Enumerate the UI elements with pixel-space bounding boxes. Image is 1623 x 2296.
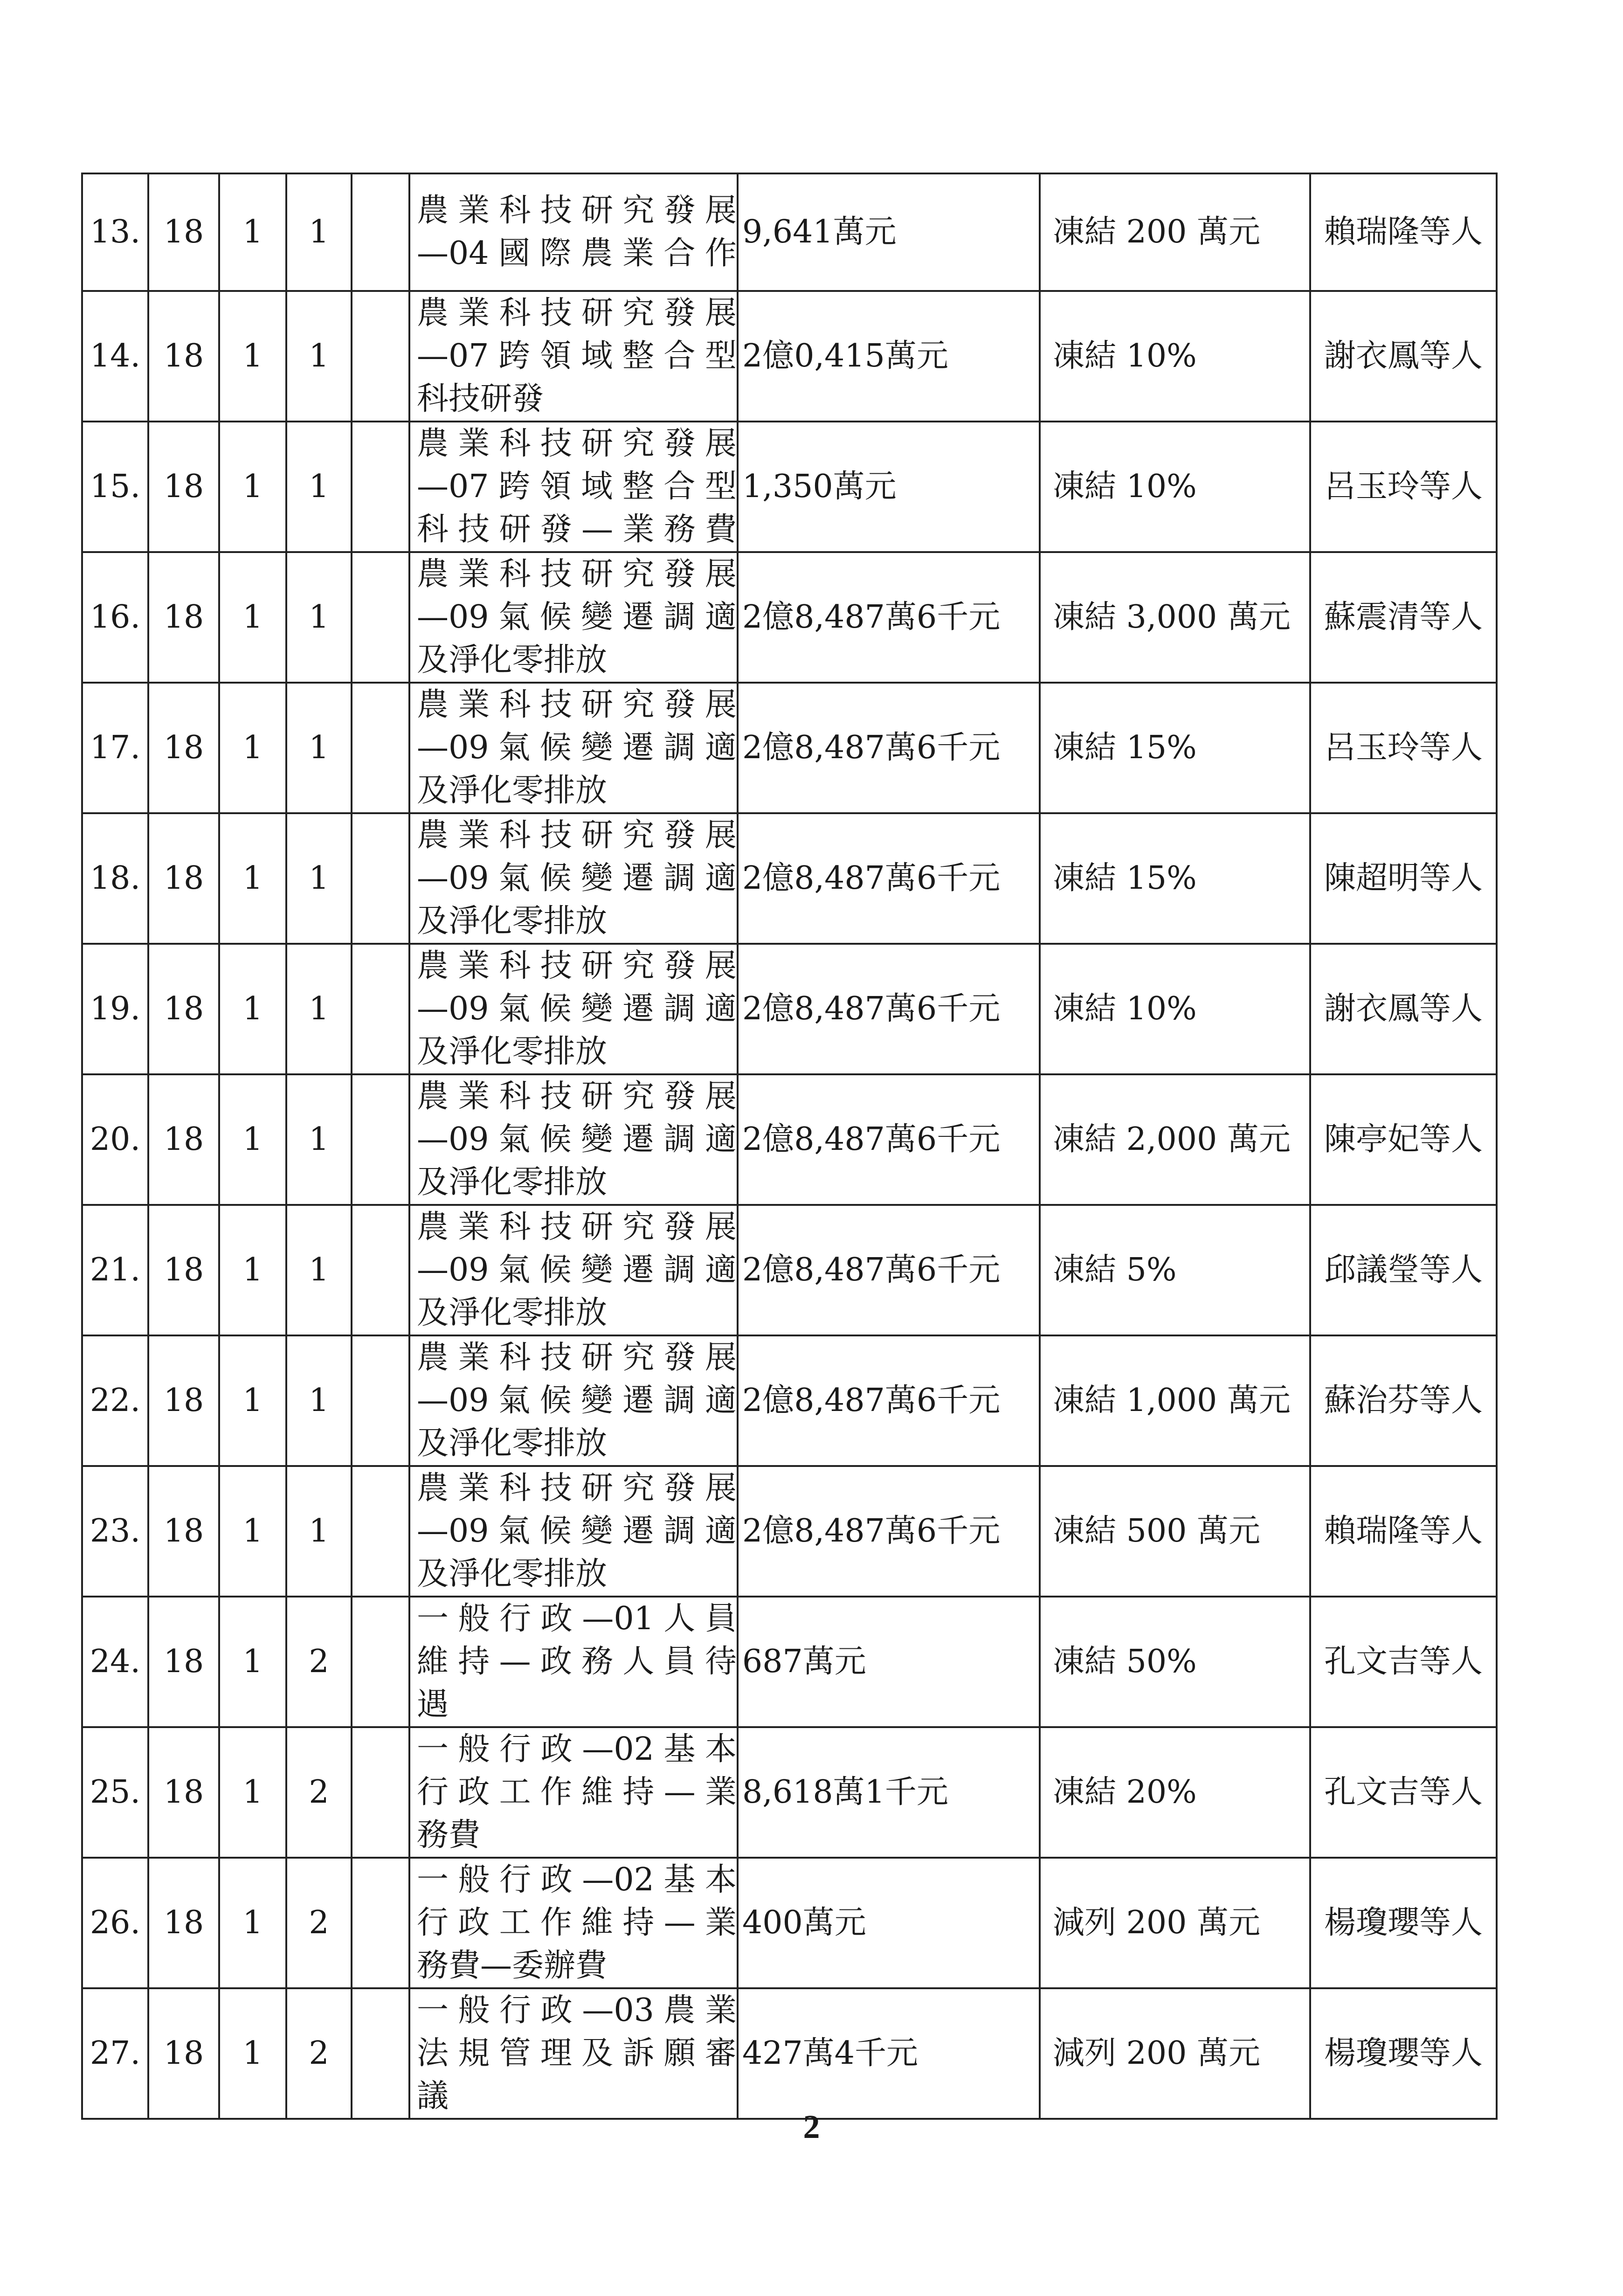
row-number-cell: 20.: [82, 1074, 148, 1205]
amount-cell: 2億8,487萬6千元: [738, 1074, 1040, 1205]
proposer-cell: 謝衣鳳等人: [1310, 944, 1497, 1074]
code-cell-2: 1: [219, 1858, 286, 1988]
amount-cell: 2億8,487萬6千元: [738, 813, 1040, 944]
proposer-cell: 陳超明等人: [1310, 813, 1497, 944]
budget-item-line: 農業科技研究發展: [417, 1339, 737, 1376]
budget-item-line: 及淨化零排放: [417, 642, 608, 678]
budget-item-line: —09氣候變遷調適: [417, 860, 737, 897]
action-cell: 凍結 20%: [1040, 1727, 1310, 1858]
code-cell-3: 1: [286, 1074, 352, 1205]
table-row: [82, 1597, 1497, 1727]
action-cell: 凍結 500 萬元: [1040, 1466, 1310, 1597]
code-cell-3: 1: [286, 1205, 352, 1335]
action-cell: 減列 200 萬元: [1040, 1858, 1310, 1988]
budget-item-line: 法規管理及訴願審: [417, 2035, 737, 2072]
table-row: [82, 1466, 1497, 1597]
budget-item-line: 一般行政—01人員: [417, 1600, 737, 1637]
code-cell-3: 1: [286, 173, 352, 291]
budget-item-line: 一般行政—03農業: [417, 1992, 737, 2029]
budget-item-line: 及淨化零排放: [417, 1033, 608, 1070]
budget-item-line: 一般行政—02基本: [417, 1861, 737, 1898]
table-row: [82, 944, 1497, 1074]
action-cell: 凍結 2,000 萬元: [1040, 1074, 1310, 1205]
proposer-cell: 楊瓊瓔等人: [1310, 1858, 1497, 1988]
budget-item-line: 務費—委辦費: [417, 1947, 608, 1984]
row-number-cell: 22.: [82, 1335, 148, 1466]
action-cell: 凍結 3,000 萬元: [1040, 552, 1310, 683]
code-cell-2: 1: [219, 1597, 286, 1727]
code-cell-4: [352, 1727, 409, 1858]
budget-proposal-table: [81, 173, 1496, 2120]
proposer-cell: 邱議瑩等人: [1310, 1205, 1497, 1335]
code-cell-4: [352, 813, 409, 944]
budget-item-cell: [409, 1858, 738, 1988]
budget-item-cell: [409, 944, 738, 1074]
action-cell: 凍結 15%: [1040, 813, 1310, 944]
amount-cell: 2億8,487萬6千元: [738, 552, 1040, 683]
amount-cell: 2億8,487萬6千元: [738, 1205, 1040, 1335]
row-number-cell: 24.: [82, 1597, 148, 1727]
code-cell-3: 1: [286, 683, 352, 813]
budget-item-line: 農業科技研究發展: [417, 295, 737, 332]
action-cell: 凍結 50%: [1040, 1597, 1310, 1727]
budget-item-line: 農業科技研究發展: [417, 686, 737, 723]
code-cell-2: 1: [219, 1466, 286, 1597]
action-cell: 凍結 200 萬元: [1040, 173, 1310, 291]
code-cell-1: 18: [148, 552, 219, 683]
code-cell-2: 1: [219, 1335, 286, 1466]
table-row: [82, 1858, 1497, 1988]
budget-item-line: 及淨化零排放: [417, 1164, 608, 1201]
code-cell-3: 1: [286, 291, 352, 422]
proposer-cell: 蘇震清等人: [1310, 552, 1497, 683]
table-row: [82, 1335, 1497, 1466]
budget-item-line: 及淨化零排放: [417, 903, 608, 940]
code-cell-4: [352, 173, 409, 291]
code-cell-2: 1: [219, 683, 286, 813]
code-cell-4: [352, 1074, 409, 1205]
row-number-cell: 13.: [82, 173, 148, 291]
code-cell-4: [352, 944, 409, 1074]
budget-item-line: 農業科技研究發展: [417, 947, 737, 984]
code-cell-4: [352, 683, 409, 813]
amount-cell: 8,618萬1千元: [738, 1727, 1040, 1858]
budget-item-line: 農業科技研究發展: [417, 425, 737, 462]
code-cell-2: 1: [219, 552, 286, 683]
code-cell-3: 2: [286, 1988, 352, 2119]
budget-item-line: —07跨領域整合型: [417, 468, 737, 505]
amount-cell: 427萬4千元: [738, 1988, 1040, 2119]
budget-item-line: —09氣候變遷調適: [417, 1513, 737, 1549]
code-cell-4: [352, 1597, 409, 1727]
table-row: [82, 1727, 1497, 1858]
code-cell-3: 2: [286, 1858, 352, 1988]
code-cell-2: 1: [219, 422, 286, 552]
proposer-cell: 孔文吉等人: [1310, 1597, 1497, 1727]
budget-item-cell: [409, 1205, 738, 1335]
proposer-cell: 謝衣鳳等人: [1310, 291, 1497, 422]
code-cell-1: 18: [148, 422, 219, 552]
budget-item-line: 一般行政—02基本: [417, 1731, 737, 1768]
proposer-cell: 陳亭妃等人: [1310, 1074, 1497, 1205]
action-cell: 凍結 10%: [1040, 944, 1310, 1074]
code-cell-1: 18: [148, 1074, 219, 1205]
amount-cell: 2億8,487萬6千元: [738, 1335, 1040, 1466]
table-row: [82, 813, 1497, 944]
row-number-cell: 15.: [82, 422, 148, 552]
budget-item-cell: [409, 552, 738, 683]
amount-cell: 687萬元: [738, 1597, 1040, 1727]
amount-cell: 1,350萬元: [738, 422, 1040, 552]
budget-item-line: 農業科技研究發展: [417, 1209, 737, 1245]
row-number-cell: 27.: [82, 1988, 148, 2119]
code-cell-1: 18: [148, 944, 219, 1074]
budget-item-line: —09氣候變遷調適: [417, 599, 737, 636]
amount-cell: 400萬元: [738, 1858, 1040, 1988]
budget-item-line: 行政工作維持—業: [417, 1904, 737, 1941]
budget-item-cell: [409, 813, 738, 944]
budget-item-line: 農業科技研究發展: [417, 1470, 737, 1507]
budget-item-line: 務費: [417, 1817, 481, 1853]
proposer-cell: 蘇治芬等人: [1310, 1335, 1497, 1466]
budget-item-line: 科技研發—業務費: [417, 511, 737, 548]
code-cell-2: 1: [219, 173, 286, 291]
table-row: [82, 552, 1497, 683]
row-number-cell: 19.: [82, 944, 148, 1074]
budget-item-cell: [409, 683, 738, 813]
amount-cell: 2億8,487萬6千元: [738, 683, 1040, 813]
code-cell-1: 18: [148, 683, 219, 813]
code-cell-3: 1: [286, 1466, 352, 1597]
budget-item-line: 議: [417, 2078, 449, 2115]
code-cell-2: 1: [219, 291, 286, 422]
amount-cell: 2億8,487萬6千元: [738, 1466, 1040, 1597]
budget-item-line: —09氣候變遷調適: [417, 1252, 737, 1288]
row-number-cell: 23.: [82, 1466, 148, 1597]
action-cell: 凍結 15%: [1040, 683, 1310, 813]
budget-item-cell: [409, 1727, 738, 1858]
code-cell-4: [352, 1205, 409, 1335]
code-cell-1: 18: [148, 1466, 219, 1597]
amount-cell: 2億8,487萬6千元: [738, 944, 1040, 1074]
row-number-cell: 18.: [82, 813, 148, 944]
code-cell-2: 1: [219, 1988, 286, 2119]
budget-item-cell: [409, 1074, 738, 1205]
budget-item-line: 維持—政務人員待: [417, 1643, 737, 1680]
code-cell-2: 1: [219, 1205, 286, 1335]
code-cell-2: 1: [219, 944, 286, 1074]
budget-item-cell: [409, 1466, 738, 1597]
row-number-cell: 21.: [82, 1205, 148, 1335]
row-number-cell: 25.: [82, 1727, 148, 1858]
budget-item-line: —09氣候變遷調適: [417, 1121, 737, 1158]
amount-cell: 9,641萬元: [738, 173, 1040, 291]
code-cell-1: 18: [148, 173, 219, 291]
budget-item-line: —09氣候變遷調適: [417, 729, 737, 766]
table-row: [82, 1205, 1497, 1335]
budget-item-cell: [409, 1335, 738, 1466]
code-cell-4: [352, 1466, 409, 1597]
code-cell-4: [352, 422, 409, 552]
budget-item-line: 及淨化零排放: [417, 772, 608, 809]
proposer-cell: 孔文吉等人: [1310, 1727, 1497, 1858]
budget-item-line: 科技研發: [417, 380, 544, 417]
table-row: [82, 422, 1497, 552]
code-cell-1: 18: [148, 1205, 219, 1335]
code-cell-4: [352, 1335, 409, 1466]
proposer-cell: 賴瑞隆等人: [1310, 173, 1497, 291]
code-cell-2: 1: [219, 813, 286, 944]
budget-item-line: 遇: [417, 1686, 449, 1723]
code-cell-4: [352, 291, 409, 422]
row-number-cell: 16.: [82, 552, 148, 683]
table-row: [82, 1988, 1497, 2119]
budget-item-cell: [409, 1988, 738, 2119]
action-cell: 凍結 5%: [1040, 1205, 1310, 1335]
budget-item-line: 農業科技研究發展: [417, 192, 737, 229]
code-cell-3: 1: [286, 813, 352, 944]
code-cell-3: 1: [286, 552, 352, 683]
code-cell-1: 18: [148, 291, 219, 422]
action-cell: 凍結 10%: [1040, 422, 1310, 552]
budget-item-cell: [409, 422, 738, 552]
proposer-cell: 呂玉玲等人: [1310, 683, 1497, 813]
code-cell-1: 18: [148, 1988, 219, 2119]
budget-item-line: 農業科技研究發展: [417, 817, 737, 854]
table-body: [82, 173, 1497, 2119]
budget-item-line: 行政工作維持—業: [417, 1774, 737, 1811]
budget-item-cell: [409, 173, 738, 291]
action-cell: 減列 200 萬元: [1040, 1988, 1310, 2119]
budget-item-line: 及淨化零排放: [417, 1556, 608, 1592]
table-row: [82, 173, 1497, 291]
budget-item-line: 及淨化零排放: [417, 1425, 608, 1462]
budget-item-cell: [409, 291, 738, 422]
code-cell-2: 1: [219, 1074, 286, 1205]
table-row: [82, 1074, 1497, 1205]
budget-item-line: 及淨化零排放: [417, 1294, 608, 1331]
code-cell-3: 2: [286, 1727, 352, 1858]
code-cell-3: 1: [286, 944, 352, 1074]
code-cell-4: [352, 1858, 409, 1988]
proposer-cell: 賴瑞隆等人: [1310, 1466, 1497, 1597]
code-cell-3: 2: [286, 1597, 352, 1727]
code-cell-3: 1: [286, 422, 352, 552]
row-number-cell: 14.: [82, 291, 148, 422]
code-cell-1: 18: [148, 1727, 219, 1858]
budget-item-line: 農業科技研究發展: [417, 556, 737, 593]
code-cell-2: 1: [219, 1727, 286, 1858]
budget-item-line: —04國際農業合作: [417, 235, 737, 272]
table-row: [82, 291, 1497, 422]
budget-item-line: 農業科技研究發展: [417, 1078, 737, 1115]
action-cell: 凍結 10%: [1040, 291, 1310, 422]
code-cell-4: [352, 1988, 409, 2119]
page-number: 2: [803, 2108, 820, 2145]
budget-item-line: —09氣候變遷調適: [417, 990, 737, 1027]
proposer-cell: 呂玉玲等人: [1310, 422, 1497, 552]
code-cell-4: [352, 552, 409, 683]
table-row: [82, 683, 1497, 813]
row-number-cell: 17.: [82, 683, 148, 813]
code-cell-1: 18: [148, 813, 219, 944]
code-cell-1: 18: [148, 1597, 219, 1727]
code-cell-1: 18: [148, 1858, 219, 1988]
budget-item-line: —07跨領域整合型: [417, 338, 737, 374]
code-cell-3: 1: [286, 1335, 352, 1466]
budget-item-line: —09氣候變遷調適: [417, 1382, 737, 1419]
proposer-cell: 楊瓊瓔等人: [1310, 1988, 1497, 2119]
amount-cell: 2億0,415萬元: [738, 291, 1040, 422]
row-number-cell: 26.: [82, 1858, 148, 1988]
budget-item-cell: [409, 1597, 738, 1727]
action-cell: 凍結 1,000 萬元: [1040, 1335, 1310, 1466]
code-cell-1: 18: [148, 1335, 219, 1466]
